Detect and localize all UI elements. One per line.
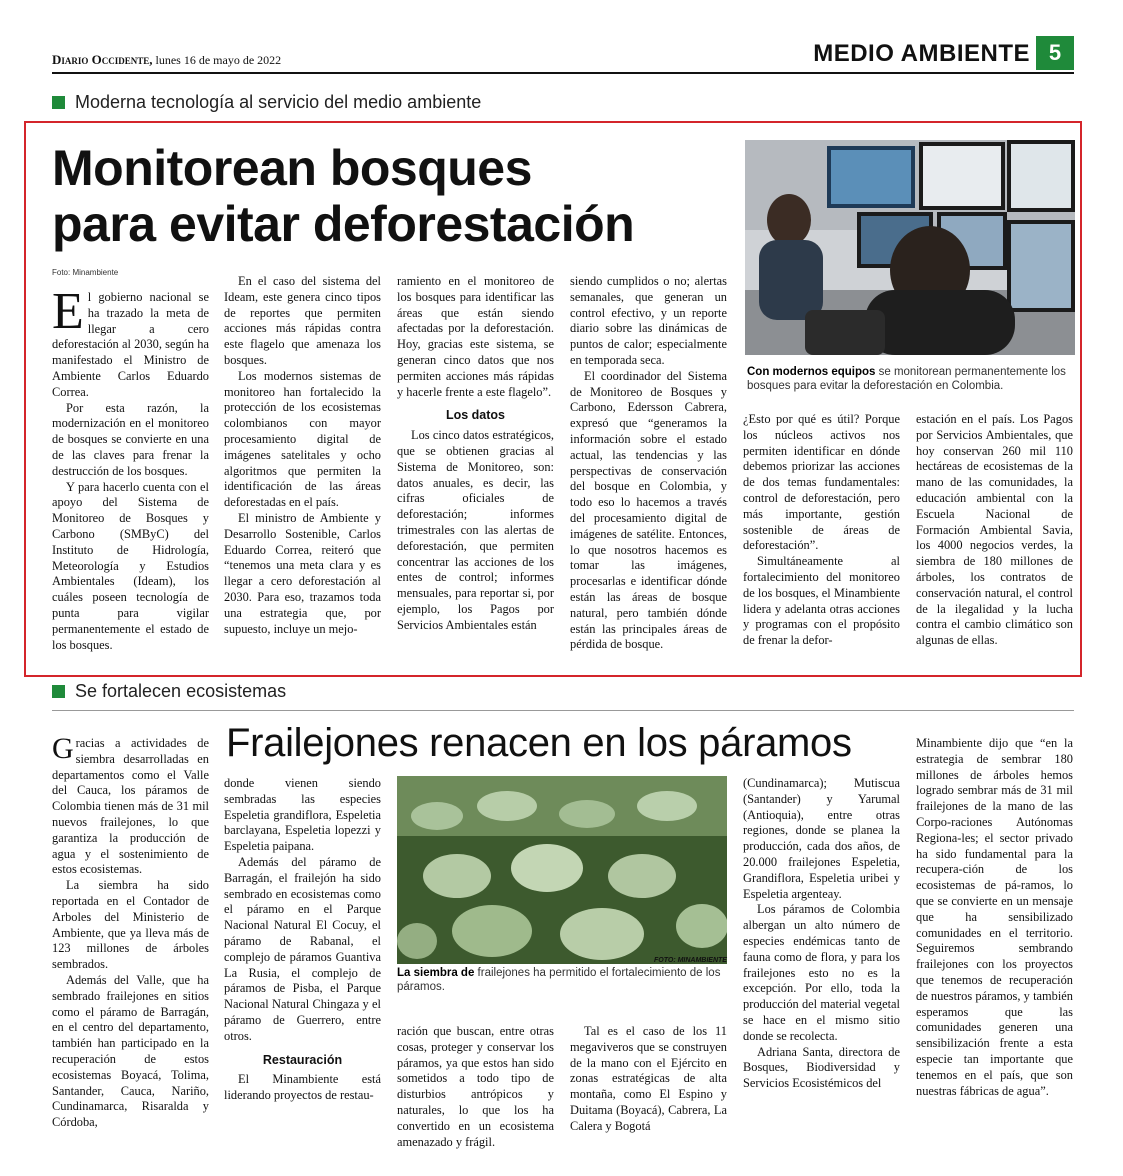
article1-paragraph: siendo cumplidos o no; alertas semanales, que generan un control efectivo, y un reporte diario sobre las dinámicas de puntos de calor; especialmente en temporada seca. [570, 274, 727, 367]
article1-paragraph: Por esta razón, la modernización en el monitoreo de bosques se convierte en una de las claves para frenar la destrucción de los bosques. [52, 400, 209, 478]
article2-photo-credit: FOTO: MINAMBIENTE [654, 957, 727, 964]
article1-paragraph: estación en el país. Los Pagos por Servicios Ambientales, que hoy conservan 260 mil 110 hectáreas de ecosistemas de la mano de las comunidades, la educación ambiental con la Escuela Nacional de Formación Ambiental Savia, los 4000 negocios verdes, la siembra de 180 millones de árboles, los contratos de conservación natural, el control de la ilegalidad y la lucha contra el cambio climático son algunas de ellas. [916, 412, 1073, 648]
article1-paragraph: El coordinador del Sistema de Monitoreo de Bosques y Carbono, Edersson Cabrera, expresó que “generamos la información sobre el estado actual, las tendencias y las perspectivas de conservación del bosque en Colombia, y todo eso lo hacemos a través del procesamiento digital de imágenes de satélite. Entonces, lo que nosotros hacemos es tomar las imágenes, procesarlas e identificar dónde están las áreas de bosque natural, pero también dónde están las principales áreas de pérdida de bosque. [570, 368, 727, 652]
article1-paragraph: El ministro de Ambiente y Desarrollo Sostenible, Carlos Eduardo Correa, reiteró que “tenemos una meta clara y es llegar a cero deforestación al 2030. Para eso, trazamos toda una estrategia que, por supuesto, incluye un mejo- [224, 510, 381, 636]
masthead [52, 34, 1074, 74]
article2-kicker [52, 681, 286, 702]
article1-paragraph: ramiento en el monitoreo de los bosques para identificar las áreas que están siendo afectadas por la deforestación. Hoy, gracias este sistema, se generan cinco datos que nos permiten acciones más rápidas y hacerle frente a este flagelo”. [397, 274, 554, 399]
green-square-icon [52, 685, 65, 698]
article2-paragraph: donde vienen siendo sembradas las especies Espeletia grandiflora, Espeletia barclayana, Espeletia lopezzi y Espeletia paipana. [224, 776, 381, 854]
article1-headline-line1: Monitorean bosques [52, 140, 532, 196]
article2-caption-text: frailejones ha permitido el fortalecimiento de los páramos. [397, 967, 721, 993]
article2-paragraph: ración que buscan, entre otras cosas, proteger y conservar los páramos, ya que estos han sido sometidos a todo tipo de disturbios antrópicos y naturales, lo que los ha convertido en un ecosistema amenazado y frágil. [397, 1024, 554, 1149]
article1-caption-bold: Con modernos equipos [747, 366, 876, 378]
article1-paragraph: ¿Esto por qué es útil? Porque los núcleos activos nos permiten identificar en dónde debemos priorizar las acciones de dos temas fundamentales: control de deforestación, pero más importante, gestión sostenible de áreas de deforestación”. [743, 412, 900, 553]
monitoring-room-photo [745, 140, 1075, 355]
paper-info [52, 52, 281, 68]
article2-subhead: Restauración [262, 1052, 343, 1067]
article1-paragraph: Simultáneamente al fortalecimiento del monitoreo de los bosques, el Minambiente lidera y adelanta otras acciones y programas con el propósito de frenar la defor- [743, 554, 900, 648]
section-title: MEDIO AMBIENTE [813, 40, 1030, 67]
article2-dropcap: G [52, 732, 74, 765]
article1-paragraph: Los cinco datos estratégicos, que se obtienen gracias al Sistema de Monitoreo, son: datos anuales, es decir, las cifras oficiales de deforestación; informes trimestrales con las alertas de deforestación, que permiten concentrar las acciones de los entes de control; informes mensuales, para reportar si, por ejemplo, los Pagos por Servicios Ambientales están [397, 428, 554, 632]
article1-dropcap: E [52, 283, 84, 340]
article1-caption-text: se monitorean permanentemente los bosques para evitar la deforestación en Colombia. [747, 366, 1066, 392]
frailejones-photo [397, 776, 727, 964]
article2-paragraph: Minambiente dijo que “en la estrategia de sembrar 180 millones de árboles hemos logrado sembrar más de 31 mil frailejones de la mano de las Corpo-raciones Autónomas Regiona-les; el sector privado ha sido fundamental para la recupera-ción de los ecosistemas de pá-ramos, lo que se convierte en un mensaje que ha sensibilizado comunidades en el territorio. Seguiremos sembrando frailejones con los proyectos que tenemos de recuperación de nuestros páramos, y también esperamos que las comunidades generen una sensibilización frente a esta especie tan importante que tenemos en el país, que son nuestras fábricas de agua”. [916, 736, 1073, 1098]
article2-kicker-text: Se fortalecen ecosistemas [75, 681, 287, 701]
article1-paragraph: El gobierno nacional se ha trazado la meta de llegar a cero deforestación al 2030, según ha manifestado el Ministro de Ambiente Carlos Eduardo Correa. [52, 283, 209, 399]
article2-col5 [743, 776, 900, 1092]
article1-col6 [916, 412, 1073, 649]
article2-headline: Frailejones renacen en los páramos [226, 721, 852, 765]
article1-col5 [743, 412, 900, 649]
article1-col1 [52, 283, 209, 653]
section-divider [52, 710, 1074, 711]
article1-col3 [397, 274, 554, 634]
article2-paragraph: Los páramos de Colombia albergan un alto número de especies endémicas tanto de fauna como de flora, y para los frailejones esto no es la excepción. Por ello, toda la producción del material vegetal se hace en el mismo sitio donde se recolecta. [743, 902, 900, 1043]
article2-paragraph: La siembra ha sido reportada en el Contador de Arboles del Ministerio de Ambiente, que ya lleva más de 123 millones de árboles sembrados. [52, 878, 209, 972]
article2-caption-bold: La siembra de [397, 967, 475, 979]
article2-paragraph: Adriana Santa, directora de Bosques, Biodiversidad y Servicios Ecosistémicos del [743, 1044, 900, 1091]
article2-col2 [224, 776, 381, 1104]
article1-caption [747, 365, 1073, 393]
article2-caption [397, 966, 727, 994]
article1-paragraph: Y para hacerlo cuenta con el apoyo del Sistema de Monitoreo de Bosques y Carbono (SMByC) del Instituto de Hidrología, Meteorología y Estudios Ambientales (Ideam), los cuáles poseen tecnología de punta para vigilar permanentemente el estado de los bosques. [52, 479, 209, 652]
issue-date: lunes 16 de mayo de 2022 [155, 53, 282, 67]
article2-paragraph: Además del páramo de Barragán, el frailejón ha sido sembrado en ecosistemas como el páramo en el Parque Nacional Natural El Cocuy, el páramo de Rabanal, el complejo de páramos Guantiva La Rusia, el complejo de páramos de Pisba, el Parque Nacional Natural Chingaza y el páramo de Guerrero, entre otros. [224, 854, 381, 1043]
green-square-icon [52, 96, 65, 109]
article1-photo-credit: Foto: Minambiente [52, 268, 119, 277]
article2-paragraph: Además del Valle, que ha sembrado frailejones en sitios como el páramo de Barragán, en el centro del departamento, también han participado en la recuperación de estos ecosistemas Boyacá, Tolima, Santander, Cauca, Nariño, Cundinamarca, Risaralda y Córdoba, [52, 972, 209, 1130]
article2-paragraph: Tal es el caso de los 11 megaviveros que se construyen de la mano con el Ejército en zonas estratégicas de alta montaña, como El Espino y Duitama (Boyacá), Cabrera, La Calera y Bogotá [570, 1024, 727, 1133]
frailejones-illustration [397, 776, 727, 964]
article1-kicker-text: Moderna tecnología al servicio del medio ambiente [75, 92, 482, 112]
article2-col6 [916, 736, 1073, 1099]
article2-col1 [52, 732, 209, 1131]
article2-paragraph: Gracias a actividades de siembra desarrolladas en departamentos como el Valle del Cauca, los páramos de Colombia tienen más de 31 mil nuevos frailejones, lo que garantiza la producción de agua y el sostenimiento de estos ecosistemas. [52, 732, 209, 877]
monitoring-room-illustration [745, 140, 1075, 355]
paper-name: Diario Occidente, [52, 52, 153, 67]
article1-paragraph: Los modernos sistemas de monitoreo han fortalecido la protección de los ecosistemas colombianos con mayor procesamiento digital de imágenes satelitales y ocho algoritmos que permiten la identificación de las áreas deforestadas en el país. [224, 368, 381, 510]
article2-paragraph: El Minambiente está liderando proyectos de restau- [224, 1072, 381, 1103]
article2-col4 [570, 1024, 727, 1135]
article1-headline-line2: para evitar deforestación [52, 196, 635, 252]
article2-paragraph: (Cundinamarca); Mutiscua (Santander) y Yarumal (Antioquia), entre otras regiones, donde se planea la producción, cada dos años, de 20.000 frailejones Espeletia, Grandiflora, Espeletia uribei y Espeletia argenteay. [743, 776, 900, 901]
article1-paragraph: En el caso del sistema del Ideam, este genera cinco tipos de reportes que permiten acciones más rápidas contra este flagelo que amenaza los bosques. [224, 274, 381, 367]
page-number: 5 [1036, 36, 1074, 70]
article1-headline [52, 140, 732, 252]
article1-subhead: Los datos [445, 408, 506, 423]
article2-col3 [397, 1024, 554, 1150]
article1-col4 [570, 274, 727, 653]
article1-kicker [52, 92, 481, 113]
article1-col2 [224, 274, 381, 637]
